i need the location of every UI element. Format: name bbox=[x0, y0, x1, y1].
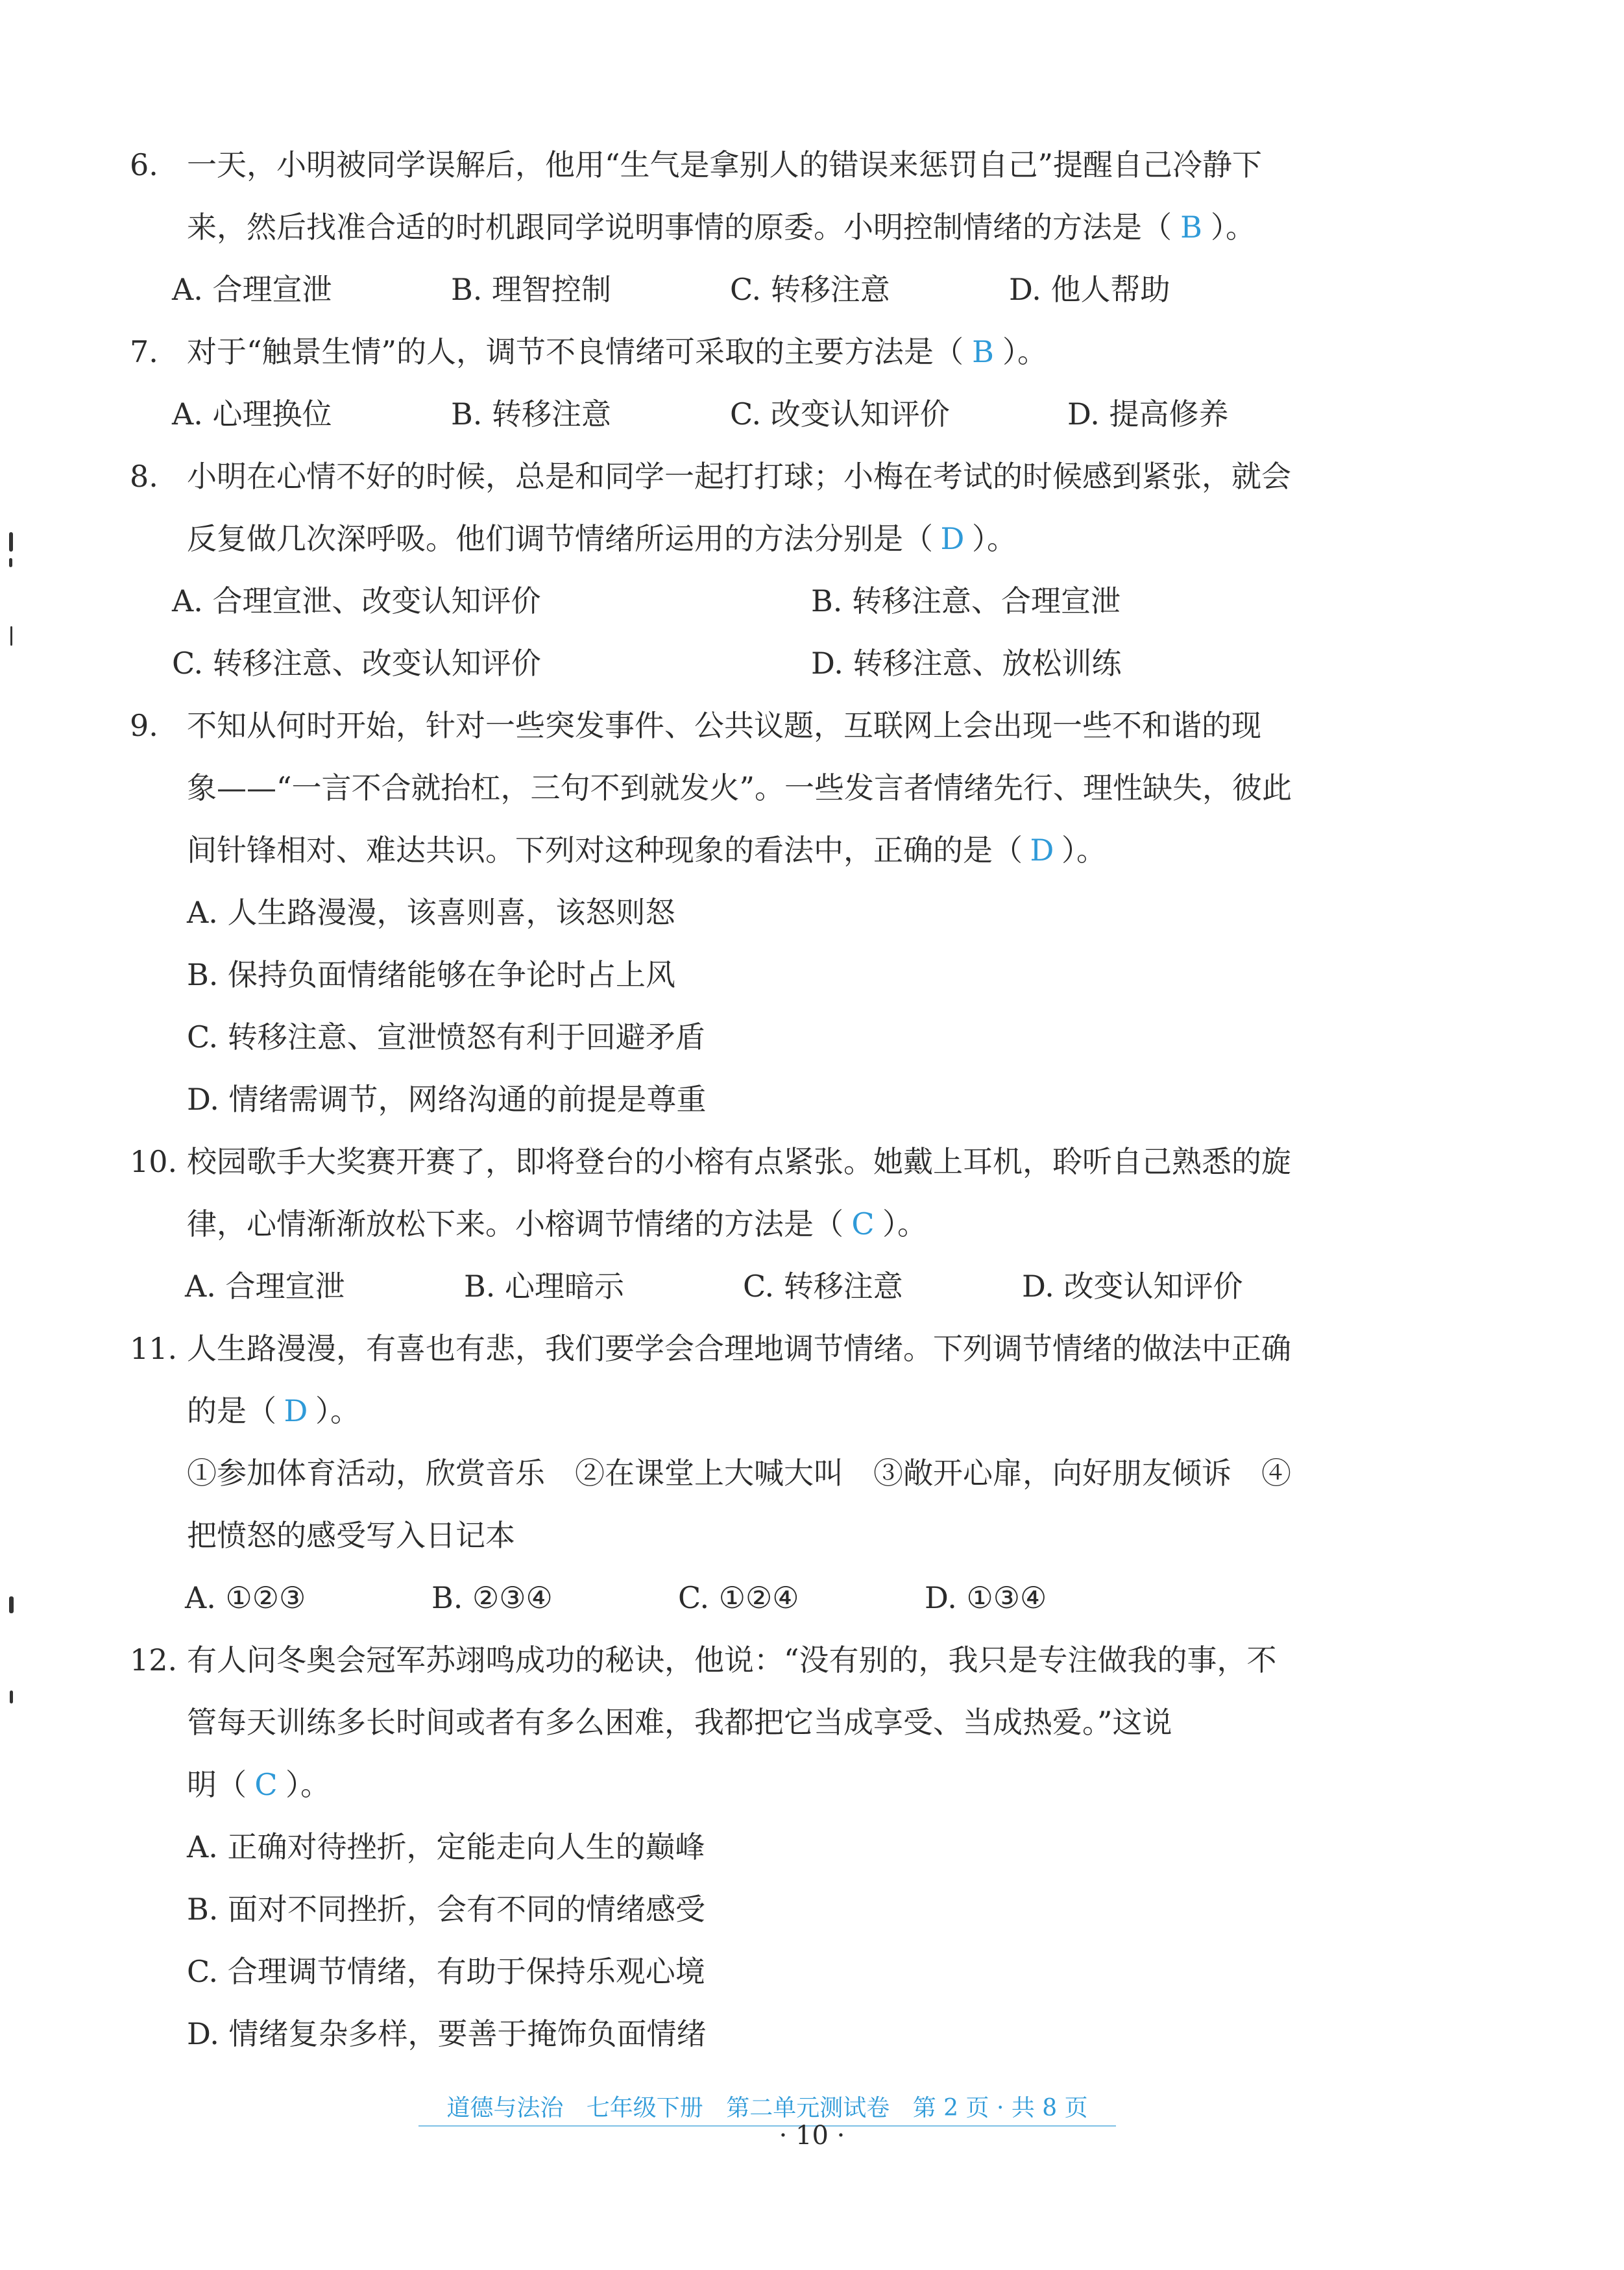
question-stem-tail: ）。 bbox=[882, 1206, 927, 1241]
question-7 bbox=[130, 321, 1414, 445]
option-d: D. 改变认知评价 bbox=[1022, 1269, 1243, 1304]
question-stem: 象——“一言不合就抬杠，三句不到就发火”。一些发言者情绪先行、理性缺失，彼此 bbox=[187, 770, 1292, 805]
option-d: D. 情绪复杂多样，要善于掩饰负面情绪 bbox=[187, 2016, 707, 2051]
question-stem: 有人问冬奥会冠军苏翊鸣成功的秘诀，他说：“没有别的，我只是专注做我的事，不 bbox=[187, 1642, 1277, 1678]
footer-subject: 道德与法治 bbox=[446, 2095, 564, 2121]
binding-mark bbox=[9, 558, 12, 567]
question-11 bbox=[130, 1317, 1414, 1629]
question-number: 8. bbox=[130, 459, 158, 494]
question-8 bbox=[130, 445, 1414, 694]
option-c: C. ①②④ bbox=[678, 1580, 799, 1615]
question-stem-tail: ）。 bbox=[1002, 334, 1048, 369]
options-row bbox=[130, 632, 1414, 694]
answer-mark: D bbox=[1030, 833, 1054, 868]
question-stem: 管每天训练多长时间或者有多么困难，我都把它当成享受、当成热爱。”这说 bbox=[187, 1705, 1172, 1740]
answer-mark: C bbox=[254, 1767, 278, 1802]
question-number: 7. bbox=[130, 334, 158, 369]
options-row bbox=[130, 1255, 1414, 1317]
binding-mark bbox=[9, 1596, 14, 1613]
option-b: B. ②③④ bbox=[431, 1580, 553, 1615]
question-stem: 反复做几次深呼吸。他们调节情绪所运用的方法分别是（ bbox=[187, 521, 933, 556]
option-a: A. 合理宣泄 bbox=[172, 272, 332, 307]
answer-mark: D bbox=[940, 521, 965, 556]
question-stem: 人生路漫漫，有喜也有悲，我们要学会合理地调节情绪。下列调节情绪的做法中正确 bbox=[187, 1331, 1291, 1366]
answer-mark: B bbox=[972, 334, 994, 369]
footer-test: 第二单元测试卷 bbox=[726, 2095, 890, 2121]
page-number: · 10 · bbox=[779, 2121, 845, 2151]
options-row bbox=[130, 570, 1414, 632]
question-stem: 小明在心情不好的时候，总是和同学一起打打球；小梅在考试的时候感到紧张，就会 bbox=[187, 459, 1291, 494]
statement-items: 把愤怒的感受写入日记本 bbox=[187, 1518, 515, 1553]
option-d: D. 情绪需调节，网络沟通的前提是尊重 bbox=[187, 1082, 707, 1117]
question-number: 6. bbox=[130, 147, 158, 182]
question-number: 12. bbox=[130, 1642, 178, 1678]
option-b: B. 保持负面情绪能够在争论时占上风 bbox=[187, 957, 676, 992]
option-a: A. 合理宣泄 bbox=[185, 1269, 345, 1304]
question-stem: 校园歌手大奖赛开赛了，即将登台的小榕有点紧张。她戴上耳机，聆听自己熟悉的旋 bbox=[187, 1144, 1291, 1179]
option-a: A. 正确对待挫折，定能走向人生的巅峰 bbox=[187, 1829, 705, 1864]
question-number: 10. bbox=[130, 1144, 178, 1179]
option-a: A. 合理宣泄、改变认知评价 bbox=[172, 583, 541, 618]
question-number: 11. bbox=[130, 1331, 178, 1366]
option-b: B. 心理暗示 bbox=[464, 1269, 625, 1304]
options-row bbox=[130, 1567, 1414, 1629]
option-d: D. 他人帮助 bbox=[1009, 272, 1170, 307]
binding-mark bbox=[10, 1690, 13, 1703]
option-d: D. 转移注意、放松训练 bbox=[811, 646, 1122, 681]
question-stem-tail: ）。 bbox=[1211, 210, 1255, 245]
options-row bbox=[130, 383, 1414, 445]
question-6 bbox=[130, 134, 1414, 321]
question-stem-tail: ）。 bbox=[315, 1393, 360, 1428]
option-c: C. 合理调节情绪，有助于保持乐观心境 bbox=[187, 1954, 705, 1989]
option-d: D. 提高修养 bbox=[1067, 397, 1229, 432]
binding-mark bbox=[9, 532, 13, 552]
option-b: B. 转移注意 bbox=[451, 397, 612, 432]
question-stem: 来，然后找准合适的时机跟同学说明事情的原委。小明控制情绪的方法是（ bbox=[187, 210, 1172, 245]
option-c: C. 转移注意 bbox=[730, 272, 890, 307]
answer-mark: C bbox=[851, 1206, 875, 1241]
question-9 bbox=[130, 694, 1414, 1130]
option-b: B. 面对不同挫折，会有不同的情绪感受 bbox=[187, 1892, 706, 1927]
question-stem: 一天，小明被同学误解后，他用“生气是拿别人的错误来惩罚自己”提醒自己冷静下 bbox=[187, 147, 1263, 182]
footer-grade: 七年级下册 bbox=[586, 2095, 703, 2121]
option-b: B. 转移注意、合理宣泄 bbox=[811, 583, 1121, 618]
option-d: D. ①③④ bbox=[925, 1580, 1047, 1615]
option-b: B. 理智控制 bbox=[451, 272, 612, 307]
question-stem: 的是（ bbox=[187, 1393, 276, 1428]
option-c: C. 转移注意 bbox=[743, 1269, 903, 1304]
question-stem-tail: ）。 bbox=[1061, 833, 1106, 868]
options-row bbox=[130, 258, 1414, 321]
question-10 bbox=[130, 1130, 1414, 1317]
option-a: A. 心理换位 bbox=[172, 397, 332, 432]
option-c: C. 改变认知评价 bbox=[730, 397, 950, 432]
question-number: 9. bbox=[130, 708, 158, 743]
answer-mark: B bbox=[1180, 210, 1202, 245]
option-a: A. 人生路漫漫，该喜则喜，该怒则怒 bbox=[187, 895, 675, 930]
answer-mark: D bbox=[284, 1393, 308, 1428]
binding-mark bbox=[10, 626, 12, 646]
question-stem: 律，心情渐渐放松下来。小榕调节情绪的方法是（ bbox=[187, 1206, 843, 1241]
question-stem-tail: ）。 bbox=[972, 521, 1017, 556]
statement-items: ①参加体育活动，欣赏音乐 ②在课堂上大喊大叫 ③敞开心扉，向好朋友倾诉 ④ bbox=[187, 1456, 1291, 1491]
question-stem: 对于“触景生情”的人，调节不良情绪可采取的主要方法是（ bbox=[187, 334, 964, 369]
option-c: C. 转移注意、宣泄愤怒有利于回避矛盾 bbox=[187, 1019, 705, 1055]
question-12 bbox=[130, 1629, 1414, 2065]
footer-page-info: 第 2 页 · 共 8 页 bbox=[912, 2095, 1088, 2121]
question-stem-tail: ）。 bbox=[285, 1767, 330, 1802]
option-a: A. ①②③ bbox=[185, 1580, 306, 1615]
question-stem: 不知从何时开始，针对一些突发事件、公共议题，互联网上会出现一些不和谐的现 bbox=[187, 708, 1261, 743]
option-c: C. 转移注意、改变认知评价 bbox=[172, 646, 541, 681]
question-stem: 间针锋相对、难达共识。下列对这种现象的看法中，正确的是（ bbox=[187, 833, 1023, 868]
question-stem: 明（ bbox=[187, 1767, 247, 1802]
